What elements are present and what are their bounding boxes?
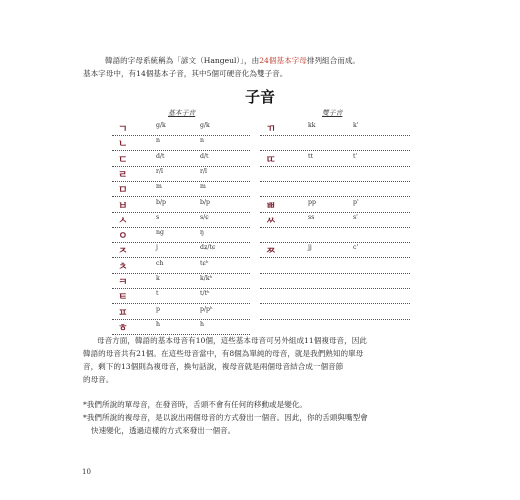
consonant-letter: ㄷ xyxy=(118,154,128,166)
pronunciation: b/p xyxy=(200,198,211,206)
intro-text: 韓語的字母系統稱為「諺文（Hangeul）」，由 xyxy=(105,56,260,65)
intro-text-end: 排列組合而成。 xyxy=(306,56,361,65)
consonant-letter: ㅋ xyxy=(118,277,128,288)
pronunciation: g/k xyxy=(200,122,210,129)
pronunciation: r/l xyxy=(200,167,208,175)
romanization: ss xyxy=(308,213,315,221)
consonant-letter: ㅈ xyxy=(118,246,128,258)
pronunciation: tɕʰ xyxy=(200,259,209,267)
intro-paragraph xyxy=(83,54,443,80)
pronunciation: h xyxy=(200,320,204,328)
consonant-row xyxy=(260,302,410,320)
romanization: tt xyxy=(308,152,313,160)
romanization: pp xyxy=(308,198,316,206)
romanization: b/p xyxy=(156,198,167,206)
romanization: j xyxy=(156,244,158,252)
note-line: *我們所說的單母音，在發音時，舌頭不會有任何的移動或是變化。 xyxy=(83,400,308,409)
vowel-paragraph xyxy=(83,334,445,386)
consonant-letter: ㅆ xyxy=(266,215,276,227)
note-line: 快速變化，透過這樣的方式來發出一個音。 xyxy=(91,426,236,435)
romanization: h xyxy=(156,320,160,328)
consonant-letter: ㄲ xyxy=(266,124,276,135)
romanization: jj xyxy=(308,244,312,252)
consonant-letter: ㅃ xyxy=(266,200,276,212)
body-line: 的母音。 xyxy=(83,375,114,384)
consonant-letter: ㄱ xyxy=(118,124,128,135)
pronunciation: k' xyxy=(353,122,359,129)
consonant-letter: ㄸ xyxy=(266,154,276,166)
consonant-letter: ㄴ xyxy=(118,139,128,151)
romanization: d/t xyxy=(156,152,165,160)
consonant-letter: ㅂ xyxy=(118,200,128,212)
pronunciation: n xyxy=(200,137,204,145)
pronunciation: c' xyxy=(353,244,359,252)
romanization: g/k xyxy=(156,122,166,129)
pronunciation: s' xyxy=(353,213,358,221)
double-consonants-header: 雙子音 xyxy=(322,109,343,117)
body-line: 母音方面，韓語的基本母音有10個，這些基本母音可另外組成11個複母音，因此 xyxy=(97,336,367,345)
intro-line-1 xyxy=(83,54,443,67)
notes xyxy=(83,398,445,437)
romanization: s xyxy=(156,213,160,221)
romanization: k xyxy=(156,275,160,282)
basic-consonants-header: 基本子音 xyxy=(168,109,196,117)
romanization: n xyxy=(156,137,160,145)
pronunciation: p' xyxy=(353,198,359,206)
consonant-letter: ㅍ xyxy=(118,307,128,319)
body-line: 音，剩下的13個則為複母音，換句話說，複母音就是兩個母音結合成一個音節 xyxy=(83,362,344,371)
romanization: ng xyxy=(156,229,164,237)
consonant-letter: ㅎ xyxy=(118,322,128,334)
romanization: kk xyxy=(308,122,316,129)
pronunciation: t' xyxy=(353,152,358,160)
intro-line-2: 基本字母中，有14個基本子音，其中5個可硬音化為雙子音。 xyxy=(83,69,288,78)
consonant-letter: ㅁ xyxy=(118,185,128,197)
pronunciation: t/tʰ xyxy=(200,290,210,298)
romanization: m xyxy=(156,183,162,191)
body-line: 韓語的母音共有21個。在這些母音當中，有8個為單純的母音，就是我們熟知的單母 xyxy=(83,349,364,358)
highlight-24-letters: 24個基本字母 xyxy=(259,56,307,65)
pronunciation: p/pʰ xyxy=(200,305,213,313)
romanization: p xyxy=(156,305,160,313)
consonant-letter: ㅇ xyxy=(118,231,128,243)
consonant-letter: ㅊ xyxy=(118,261,128,273)
note-line: *我們所說的複母音，是以說出兩個母音的方式發出一個音。因此，你的舌頭與嘴型會 xyxy=(83,413,368,422)
consonant-letter: ㄹ xyxy=(118,169,128,181)
pronunciation: k/kʰ xyxy=(200,275,213,282)
consonant-row xyxy=(112,317,250,335)
consonant-letter: ㅅ xyxy=(118,215,128,227)
page-number: 10 xyxy=(82,468,91,476)
section-title: 子音 xyxy=(244,88,275,106)
pronunciation: dʑ/tɕ xyxy=(200,244,216,252)
romanization: ch xyxy=(156,259,164,267)
pronunciation: s/ɕ xyxy=(200,213,209,221)
pronunciation: d/t xyxy=(200,152,209,160)
pronunciation: ŋ xyxy=(200,229,204,237)
consonant-letter: ㅉ xyxy=(266,246,276,258)
romanization: r/l xyxy=(156,167,164,175)
romanization: t xyxy=(156,290,159,298)
pronunciation: m xyxy=(200,183,206,191)
consonant-letter: ㅌ xyxy=(118,292,128,304)
